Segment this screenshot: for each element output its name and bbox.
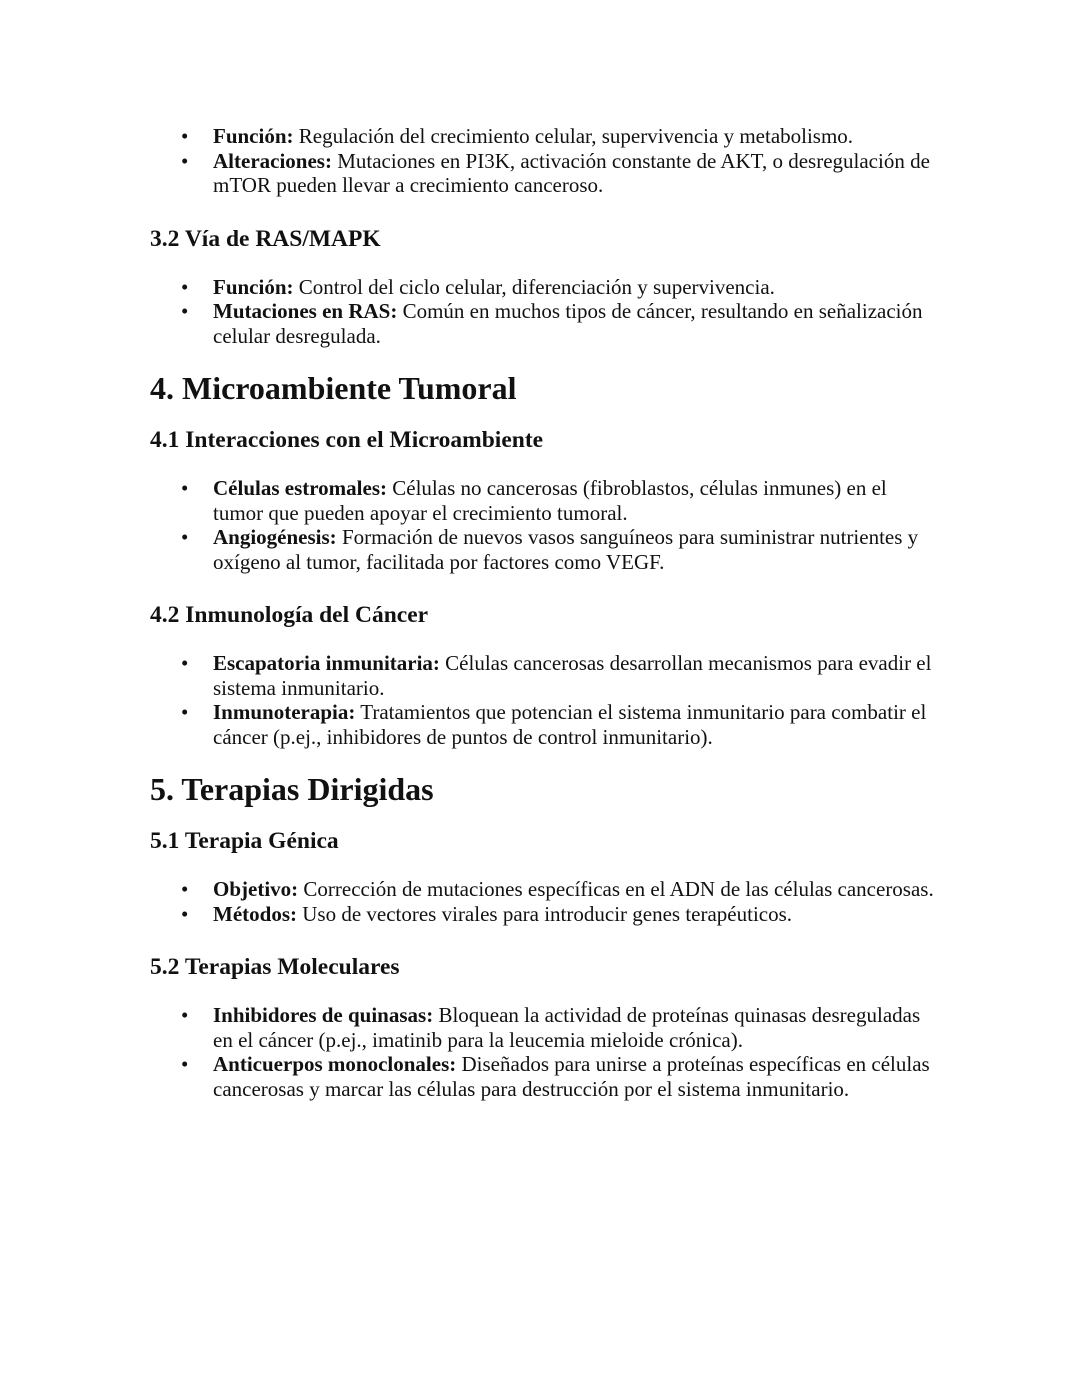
item-text: Común en muchos tipos de cáncer, resultando en señalización celular desregulada. [213, 299, 923, 348]
item-term: Objetivo: [213, 877, 299, 901]
list-item [213, 700, 940, 749]
item-text: Regulación del crecimiento celular, supervivencia y metabolismo. [293, 124, 854, 148]
section-heading-5: 5. Terapias Dirigidas [150, 771, 434, 807]
bullet-list-5-1 [150, 877, 940, 926]
list-item [213, 1003, 940, 1052]
item-text: Control del ciclo celular, diferenciación y supervivencia. [293, 274, 775, 299]
list-item [213, 149, 940, 198]
item-term: Anticuerpos monoclonales: [213, 1052, 457, 1076]
item-text: Tratamientos que potencian el sistema inmunitario para combatir el cáncer (p.ej., inhibidores de puntos de control inmunitario). [213, 700, 927, 749]
item-term: Mutaciones en RAS: [213, 299, 398, 323]
item-text: Corrección de mutaciones específicas en el ADN de las células cancerosas. [298, 877, 934, 901]
list-item [213, 525, 940, 574]
item-term: Inhibidores de quinasas: [213, 1003, 434, 1027]
item-text: Diseñados para unirse a proteínas específicas en células cancerosas y marcar las células para destrucción por el sistema inmunitario. [213, 1052, 930, 1101]
bullet-list-pi3k [150, 124, 940, 198]
document-page [150, 124, 940, 1101]
bullet-list-4-1 [150, 476, 940, 574]
item-text: Células no cancerosas (fibroblastos, células inmunes) en el tumor que pueden apoyar el crecimiento tumoral. [213, 476, 887, 525]
list-item [213, 1052, 940, 1101]
bullet-list-3-2 [150, 275, 940, 349]
item-term: Alteraciones: [213, 148, 332, 173]
item-text: Bloquean la actividad de proteínas quinasas desreguladas en el cáncer (p.ej., imatinib para la leucemia mieloide crónica). [213, 1003, 921, 1052]
item-term: Células estromales: [213, 476, 387, 500]
list-item [213, 299, 940, 348]
item-term: Angiogénesis: [213, 525, 337, 549]
section-heading-4: 4. Microambiente Tumoral [150, 370, 517, 406]
item-term: Función: [213, 124, 294, 148]
list-item [213, 902, 940, 927]
list-item [213, 877, 940, 902]
item-text: Uso de vectores virales para introducir genes terapéuticos. [296, 901, 793, 926]
section-heading-4-1: 4.1 Interacciones con el Microambiente [150, 427, 544, 453]
bullet-list-5-2 [150, 1003, 940, 1101]
section-heading-4-2: 4.2 Inmunología del Cáncer [150, 602, 429, 628]
item-term: Métodos: [213, 901, 297, 926]
section-heading-3-2: 3.2 Vía de RAS/MAPK [150, 225, 381, 252]
item-term: Escapatoria inmunitaria: [213, 651, 440, 675]
item-text: Mutaciones en PI3K, activación constante de AKT, o desregulación de mTOR pueden llevar a crecimiento canceroso. [213, 148, 930, 197]
bullet-list-4-2 [150, 651, 940, 749]
section-heading-5-2: 5.2 Terapias Moleculares [150, 954, 400, 980]
list-item [213, 476, 940, 525]
list-item [213, 124, 940, 149]
item-term: Función: [213, 274, 294, 299]
list-item [213, 275, 940, 300]
list-item [213, 651, 940, 700]
item-text: Células cancerosas desarrollan mecanismos para evadir el sistema inmunitario. [213, 651, 932, 700]
item-text: Formación de nuevos vasos sanguíneos para suministrar nutrientes y oxígeno al tumor, facilitada por factores como VEGF. [213, 525, 919, 574]
item-term: Inmunoterapia: [213, 700, 356, 724]
section-heading-5-1: 5.1 Terapia Génica [150, 828, 339, 854]
